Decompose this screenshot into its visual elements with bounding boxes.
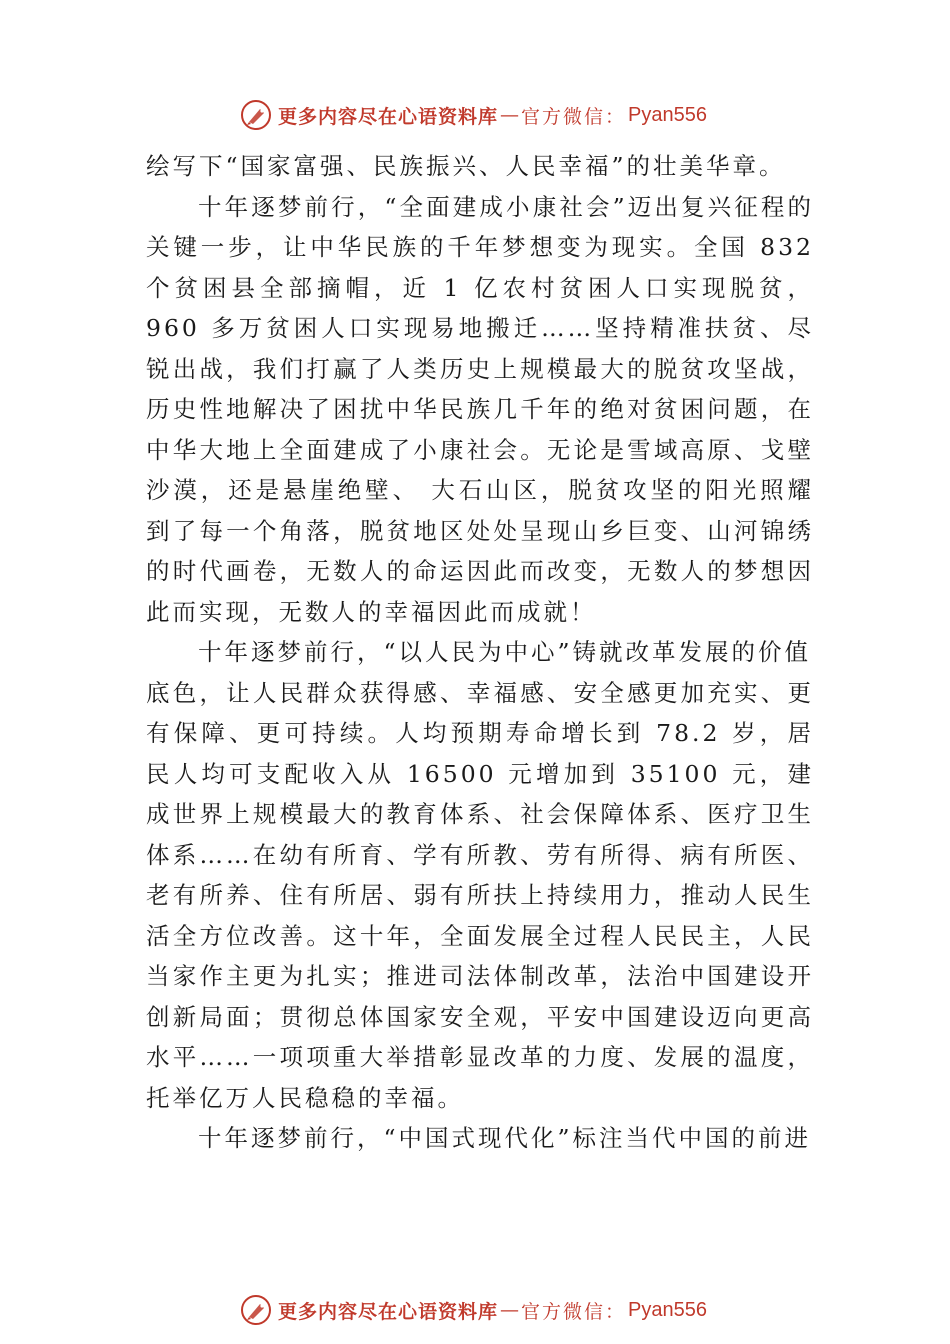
contact-label: 官方微信： <box>521 1300 627 1323</box>
paragraph-continuation: 绘写下“国家富强、民族振兴、人民幸福”的壮美华章。 <box>146 152 786 180</box>
contact-label: 官方微信： <box>521 105 627 128</box>
paragraph-modernization: 十年逐梦前行，“中国式现代化”标注当代中国的前进 <box>198 1124 812 1152</box>
contact-id: Pyan556 <box>628 1298 707 1321</box>
brand-text: 更多内容尽在心语资料库 <box>278 105 499 128</box>
brand-separator: — <box>500 104 520 126</box>
contact-id: Pyan556 <box>628 103 707 126</box>
pen-nib-logo-icon <box>240 99 272 131</box>
footer-watermark <box>240 1292 707 1328</box>
article-body <box>146 146 814 1159</box>
paragraph-people-centered-body: 底色，让人民群众获得感、幸福感、安全感更加充实、更有保障、更可持续。人均预期寿命增长到 78.2 岁，居民人均可支配收入从 16500 元增加到 35100 元，建成世界上规模最大的教育体系、社会保障体系、医疗卫生体系……在幼有所育、学有所教、劳有所得、病有所医、老有所养、住有所居、弱有所扶上持续用力，推动人民生活全方位改善。这十年，全面发展全过程人民民主，人民当家作主更为扎实；推进司法体制改革，法治中国建设开创新局面；贯彻总体国家安全观，平安中国建设迈向更高水平……一项项重大举措彰显改革的力度、发展的温度，托举亿万人民稳稳的幸福。 <box>146 678 814 1112</box>
header-watermark <box>240 97 707 133</box>
paragraph-poverty: 十年逐梦前行，“全面建成小康社会”迈出复兴征程的关键一步，让中华民族的千年梦想变为现实。全国 832 个贫困县全部摘帽，近 1 亿农村贫困人口实现脱贫，960 多万贫困人口实现易地搬迁……坚持精准扶贫、尽锐出战，我们打赢了人类历史上规模最大的脱贫攻坚战，历史性地解决了困扰中华民族几千年的绝对贫困问题，在中华大地上全面建成了小康社会。无论是雪域高原、戈壁沙漠，还是悬崖绝壁、 大石山区，脱贫攻坚的阳光照耀到了每一个角落，脱贫地区处处呈现山乡巨变、山河锦绣的时代画卷，无数人的命运因此而改变，无数人的梦想因此而实现，无数人的幸福因此而成就！ <box>146 192 814 626</box>
paragraph-people-centered-lead: 十年逐梦前行，“以人民为中心”铸就改革发展的价值 <box>198 638 812 666</box>
pen-nib-logo-icon <box>240 1294 272 1326</box>
brand-text: 更多内容尽在心语资料库 <box>278 1300 499 1323</box>
brand-separator: — <box>500 1299 520 1321</box>
